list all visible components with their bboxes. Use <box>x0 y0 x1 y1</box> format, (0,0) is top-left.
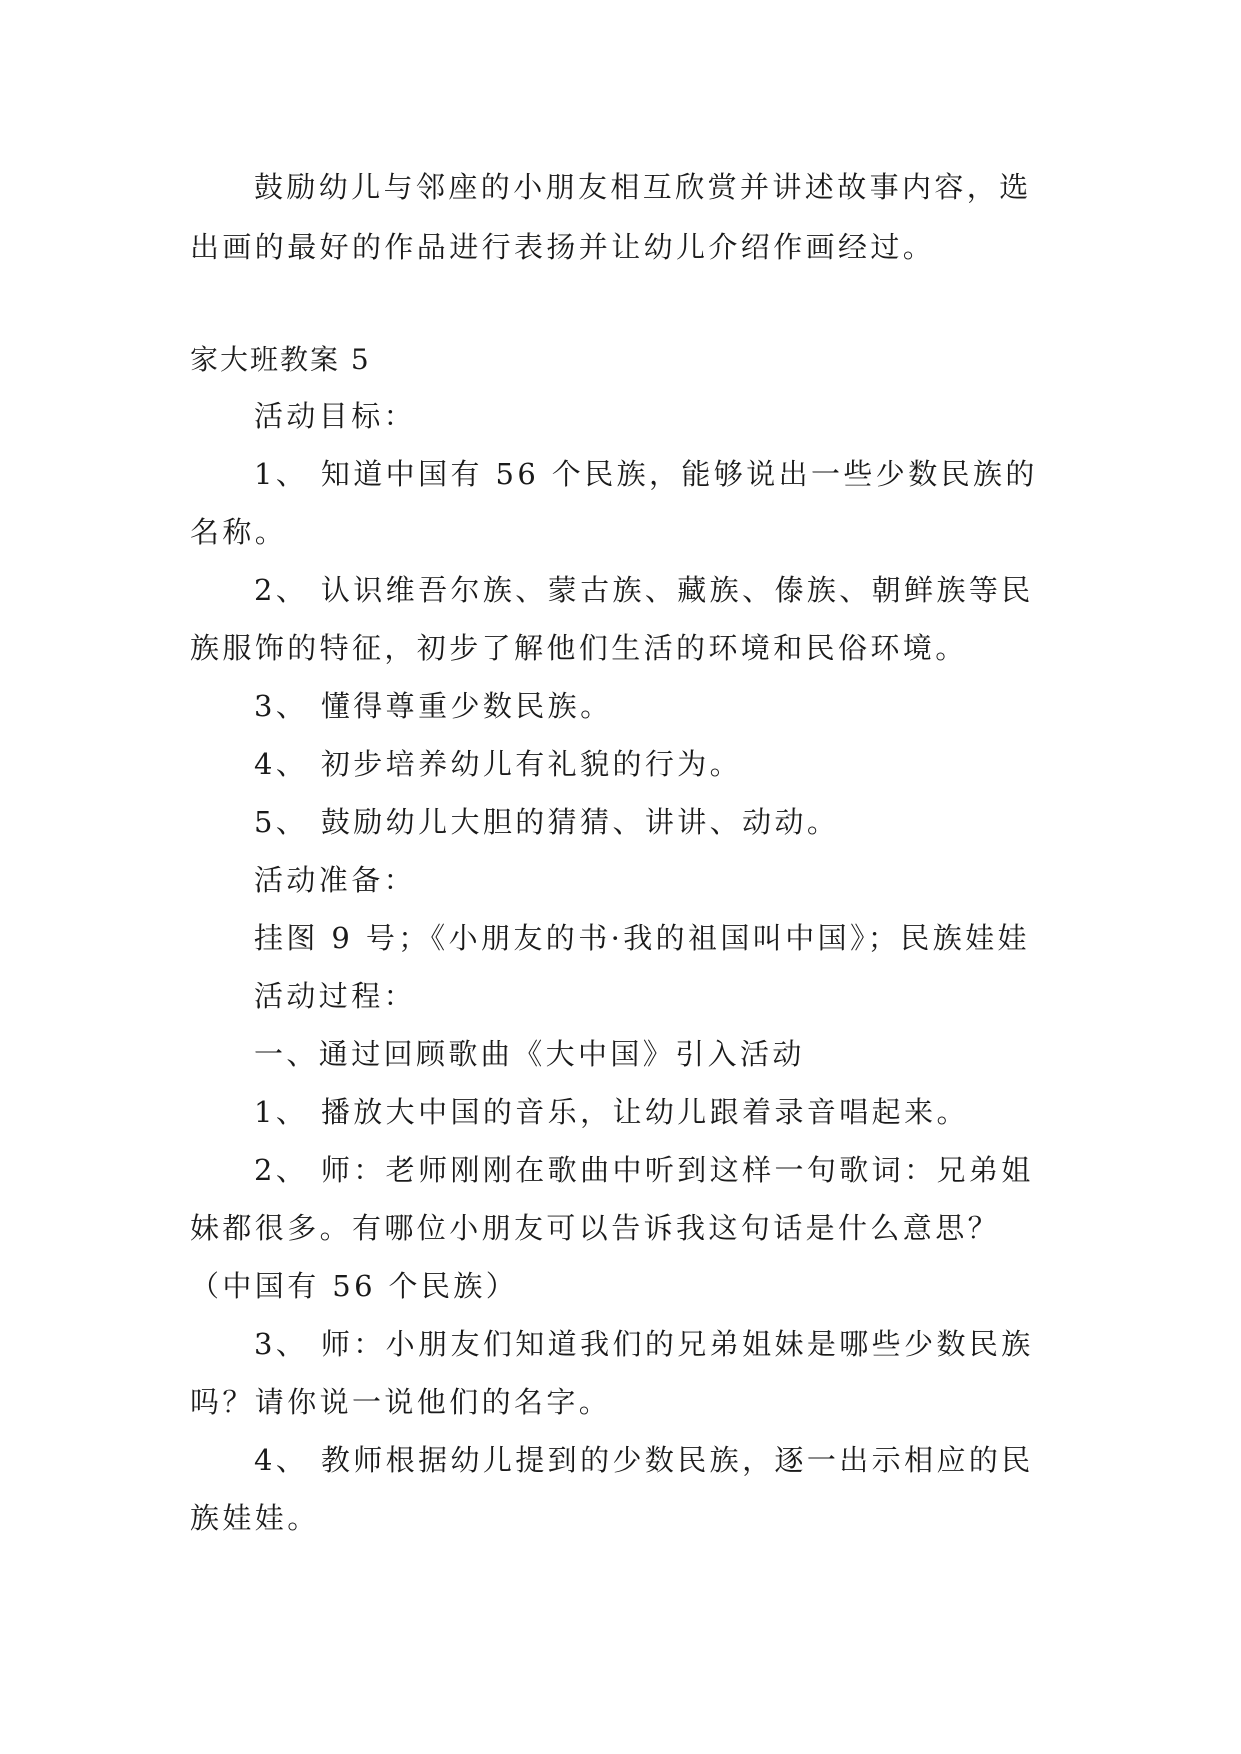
step-3-line: 3、 师：小朋友们知道我们的兄弟姐妹是哪些少数民族 <box>254 1327 1034 1361</box>
paragraph-line: 鼓励幼儿与邻座的小朋友相互欣赏并讲述故事内容，选 <box>254 170 1032 204</box>
step-4-line: 族娃娃。 <box>190 1501 320 1535</box>
step-3-line: 吗？请你说一说他们的名字。 <box>190 1385 612 1419</box>
goal-2-line: 族服饰的特征，初步了解他们生活的环境和民俗环境。 <box>190 631 968 665</box>
step-4-line: 4、 教师根据幼儿提到的少数民族，逐一出示相应的民 <box>254 1443 1034 1477</box>
process-heading: 活动过程： <box>254 979 417 1013</box>
step-2-line: 2、 师：老师刚刚在歌曲中听到这样一句歌词：兄弟姐 <box>254 1153 1034 1187</box>
goal-4: 4、 初步培养幼儿有礼貌的行为。 <box>254 747 743 781</box>
prep-text: 挂图 9 号；《小朋友的书·我的祖国叫中国》；民族娃娃 <box>254 921 1030 955</box>
goal-2-line: 2、 认识维吾尔族、蒙古族、藏族、傣族、朝鲜族等民 <box>254 573 1034 607</box>
step-2-line: 妹都很多。有哪位小朋友可以告诉我这句话是什么意思？ <box>190 1211 1001 1245</box>
goal-1-line: 名称。 <box>190 515 288 549</box>
step-2-line: （中国有 56 个民族） <box>190 1269 519 1303</box>
step-one-heading: 一、通过回顾歌曲《大中国》引入活动 <box>254 1037 805 1071</box>
step-1: 1、 播放大中国的音乐，让幼儿跟着录音唱起来。 <box>254 1095 969 1129</box>
goal-3: 3、 懂得尊重少数民族。 <box>254 689 613 723</box>
prep-heading: 活动准备： <box>254 863 417 897</box>
goal-1-line: 1、 知道中国有 56 个民族，能够说出一些少数民族的 <box>254 457 1038 491</box>
section-title: 家大班教案 5 <box>190 343 371 376</box>
goals-heading: 活动目标： <box>254 399 417 433</box>
paragraph-line: 出画的最好的作品进行表扬并让幼儿介绍作画经过。 <box>190 230 936 264</box>
goal-5: 5、 鼓励幼儿大胆的猜猜、讲讲、动动。 <box>254 805 840 839</box>
